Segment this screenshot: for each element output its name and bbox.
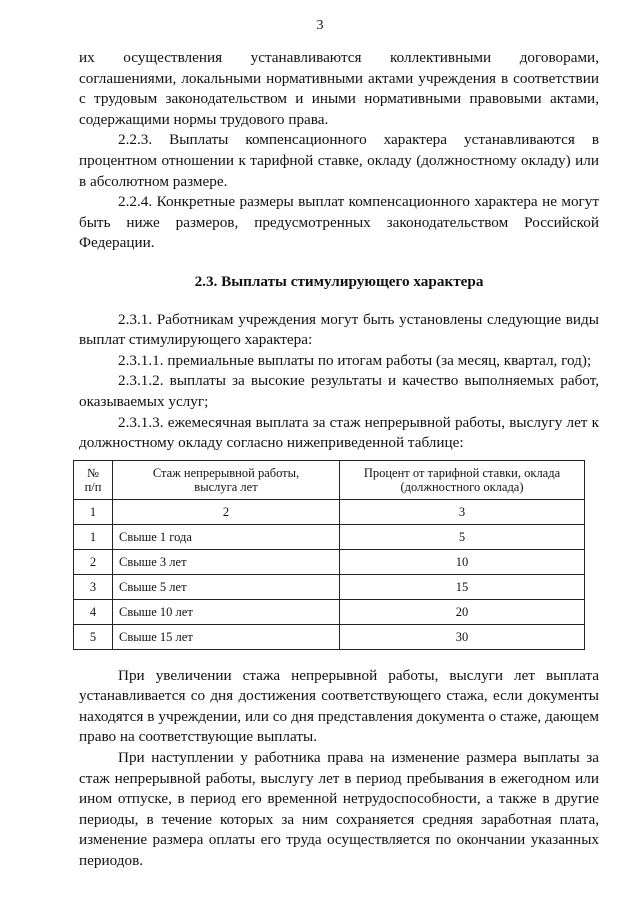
row-number: 2 [74,549,113,574]
table-row [74,524,585,549]
table-row [74,599,585,624]
row-number: 3 [74,574,113,599]
column-number-row [74,499,585,524]
seniority-payment-table [73,460,585,650]
row-period: Свыше 1 года [113,524,340,549]
column-number: 3 [340,499,585,524]
table-header-row [74,460,585,499]
row-percent: 10 [340,549,585,574]
row-period: Свыше 3 лет [113,549,340,574]
row-number: 1 [74,524,113,549]
row-period: Свыше 5 лет [113,574,340,599]
paragraph-2-2-4: 2.2.4. Конкретные размеры выплат компенсационного характера не могут быть ниже размеров, предусмотренных законодательством Российской Федерации. [79,193,599,252]
column-number: 2 [113,499,340,524]
row-number: 4 [74,599,113,624]
row-period: Свыше 10 лет [113,599,340,624]
table-row [74,549,585,574]
paragraph-2-3-1-1: 2.3.1.1. премиальные выплаты по итогам работы (за месяц, квартал, год); [118,351,592,369]
paragraph-2-3-1-2: 2.3.1.2. выплаты за высокие результаты и качество выполняемых работ, оказываемых услуг; [79,372,599,410]
header-period: Стаж непрерывной работы, выслуга лет [113,460,340,499]
paragraph-leave-period: При наступлении у работника права на изменение размера выплаты за стаж непрерывной работы, выслугу лет в период пребывания в ежегодном или ином отпуске, в период его временной нетрудоспособности, а также в другие периоды, в течение которых за ним сохраняется средняя заработная плата, изменение размера оплаты его труда осуществляется по окончании указанных периодов. [79,749,599,870]
paragraph-2-2-3: 2.2.3. Выплаты компенсационного характера устанавливаются в процентном отношении к тарифной ставке, окладу (должностному окладу) или в абсолютном размере. [79,131,599,190]
paragraph-seniority-increase: При увеличении стажа непрерывной работы, выслуги лет выплата устанавливается со дня достижения соответствующего стажа, если документы находятся в учреждении, или со дня представления документа о стаже, дающем право на соответствующие выплаты. [79,666,599,746]
table-row [74,574,585,599]
section-heading: 2.3. Выплаты стимулирующего характера [194,272,484,290]
row-number: 5 [74,624,113,649]
document-body [79,48,599,872]
column-number: 1 [74,499,113,524]
header-number: № п/п [74,460,113,499]
row-percent: 30 [340,624,585,649]
row-percent: 20 [340,599,585,624]
header-percent: Процент от тарифной ставки, оклада (должностного оклада) [340,460,585,499]
paragraph-2-3-1: 2.3.1. Работникам учреждения могут быть установлены следующие виды выплат стимулирующего характера: [79,310,599,349]
intro-paragraph: их осуществления устанавливаются коллективными договорами, соглашениями, локальными нормативными актами учреждения в соответствии с трудовым законодательством и иными нормативными правовыми актами, содержащими нормы трудового права. [79,49,599,128]
row-percent: 15 [340,574,585,599]
row-percent: 5 [340,524,585,549]
paragraph-2-3-1-3: 2.3.1.3. ежемесячная выплата за стаж непрерывной работы, выслугу лет к должностному окладу согласно нижеприведенной таблице: [79,413,599,452]
page-number: 3 [316,18,324,33]
row-period: Свыше 15 лет [113,624,340,649]
table-row [74,624,585,649]
